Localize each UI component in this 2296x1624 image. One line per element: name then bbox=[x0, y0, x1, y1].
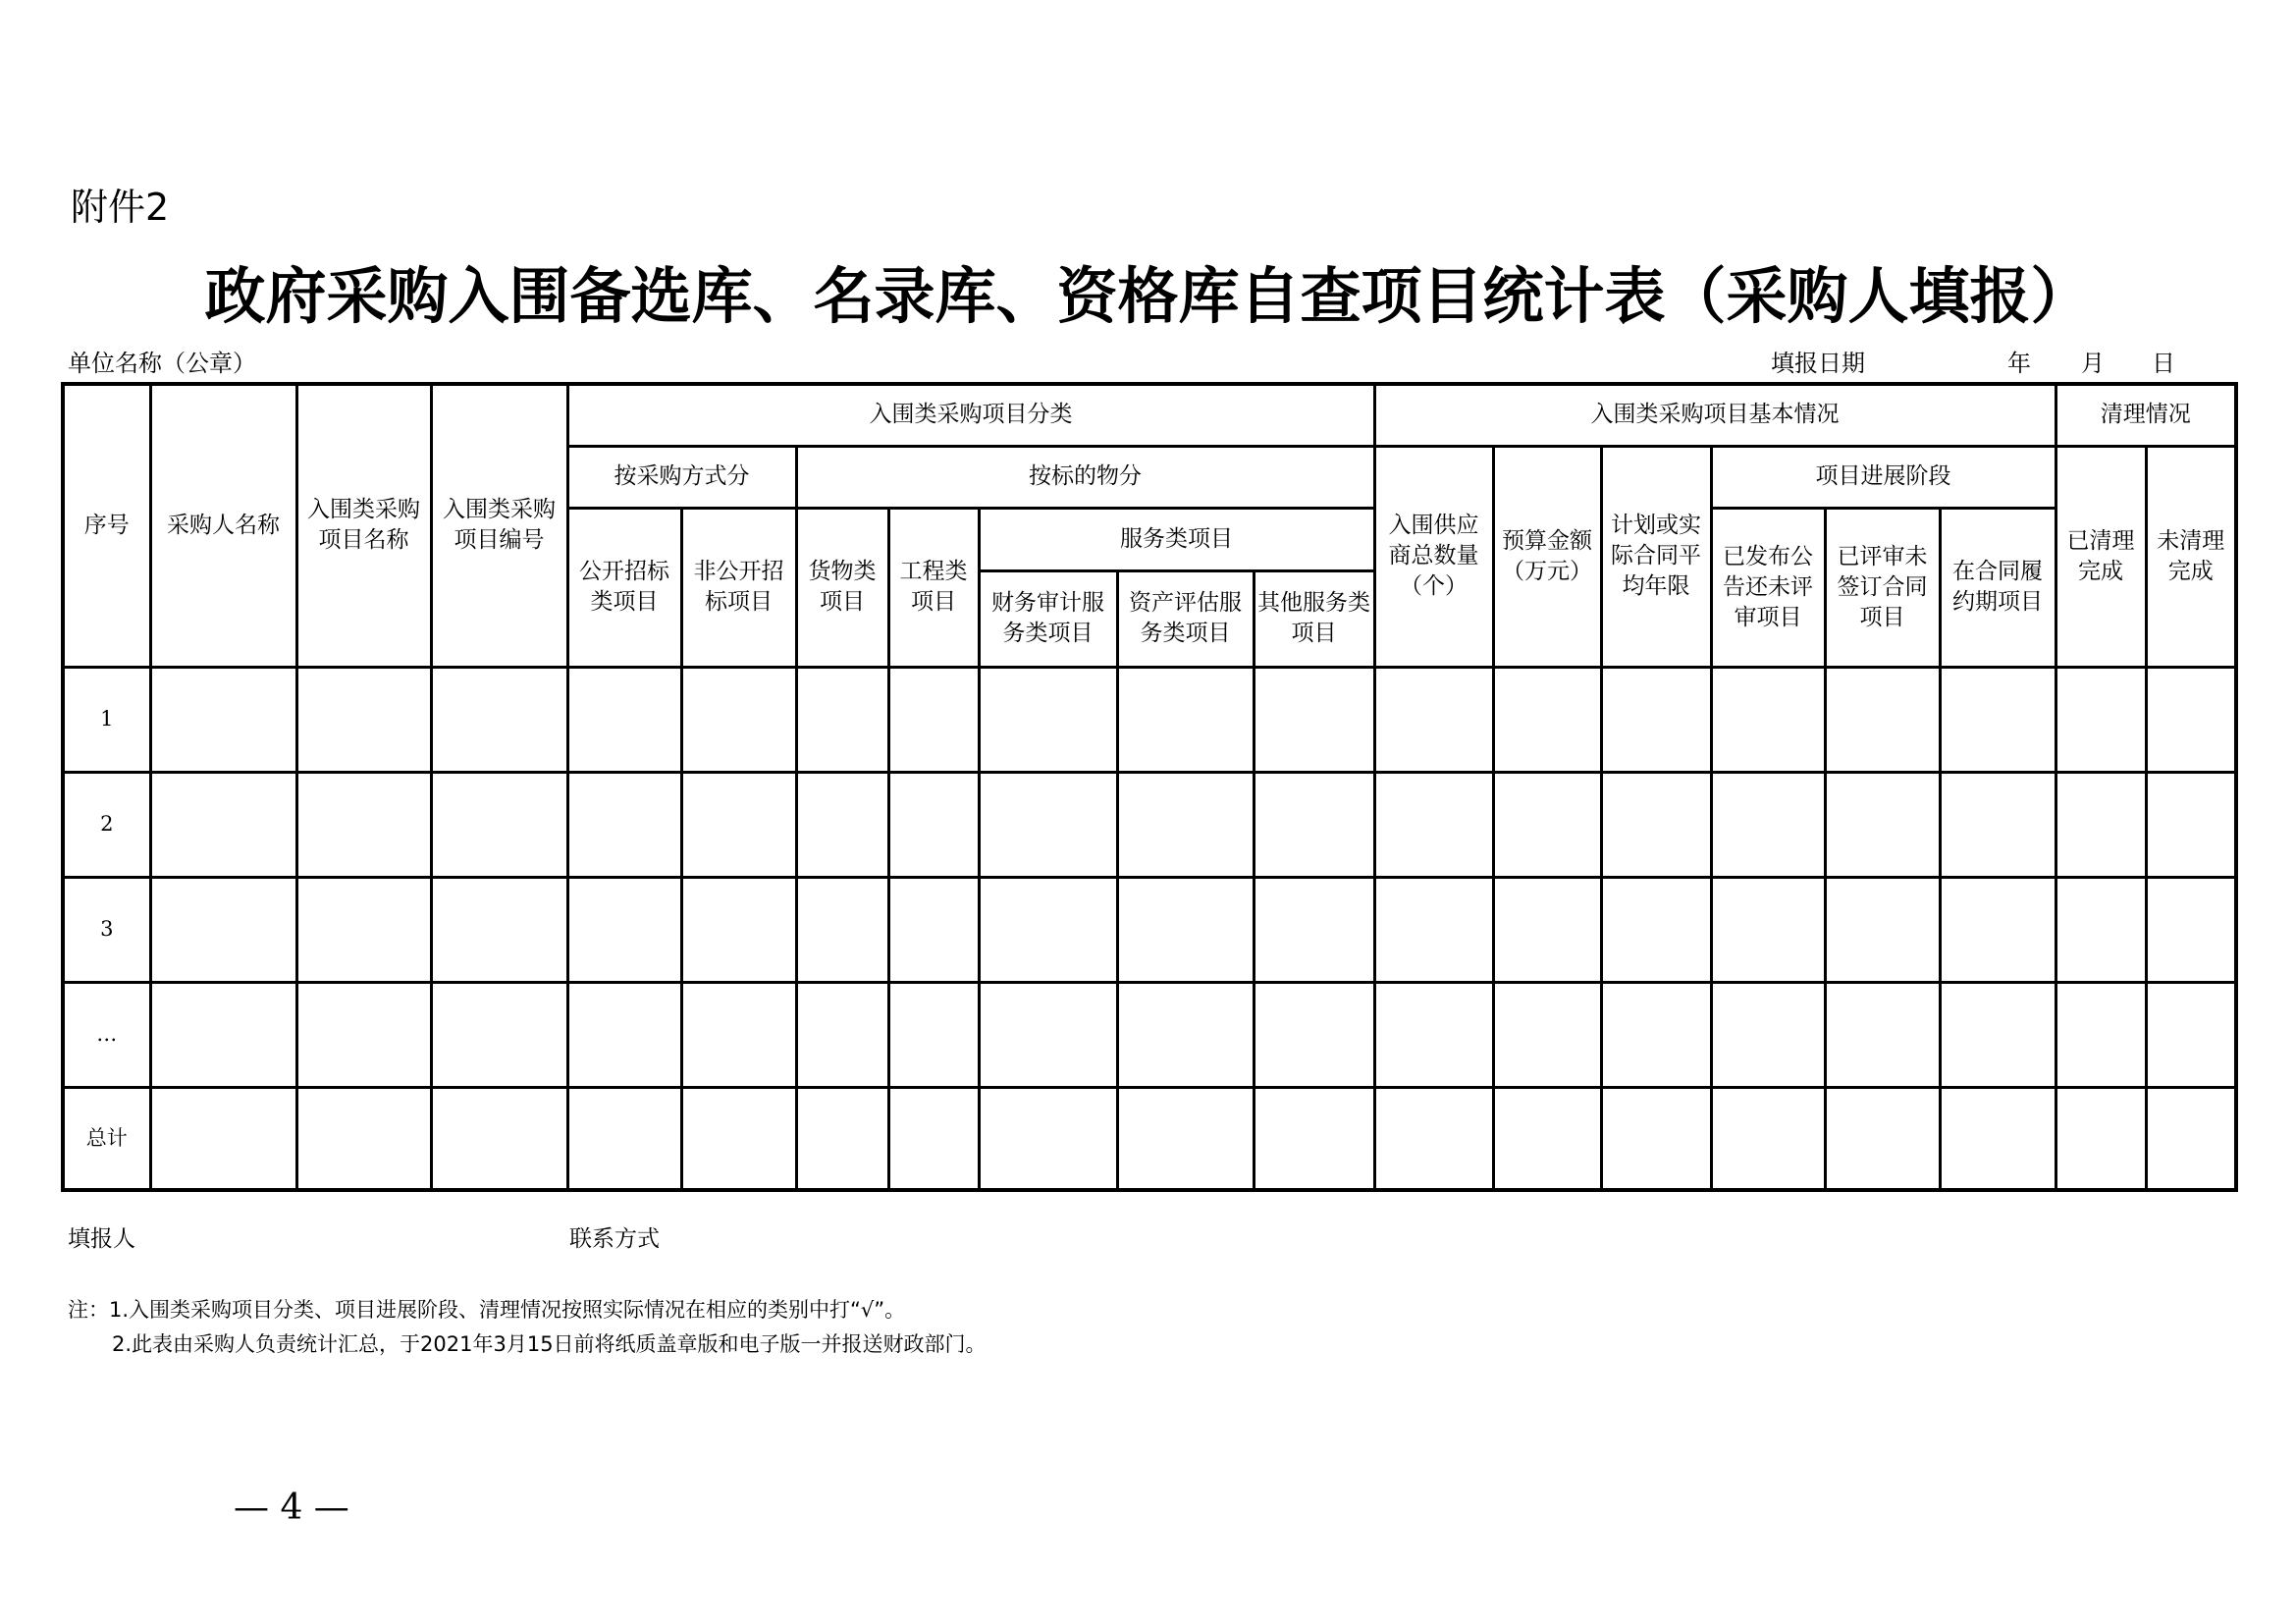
table-cell[interactable] bbox=[681, 772, 796, 877]
header-asset: 资产评估服务类项目 bbox=[1117, 570, 1254, 667]
table-cell[interactable] bbox=[979, 877, 1117, 982]
table-cell[interactable] bbox=[1254, 1087, 1374, 1190]
table-cell[interactable] bbox=[796, 982, 888, 1087]
header-services: 服务类项目 bbox=[979, 508, 1374, 570]
table-cell[interactable] bbox=[1940, 982, 2056, 1087]
table-cell[interactable] bbox=[888, 667, 979, 772]
row-label: 3 bbox=[63, 877, 150, 982]
table-cell[interactable] bbox=[681, 877, 796, 982]
table-cell[interactable] bbox=[888, 877, 979, 982]
table-cell[interactable] bbox=[888, 982, 979, 1087]
note-2: 2.此表由采购人负责统计汇总，于2021年3月15日前将纸质盖章版和电子版一并报送财政部门。 bbox=[112, 1332, 987, 1356]
header-other: 其他服务类项目 bbox=[1254, 570, 1374, 667]
table-cell[interactable] bbox=[431, 772, 567, 877]
table-cell[interactable] bbox=[150, 772, 296, 877]
page-title: 政府采购入围备选库、名录库、资格库自查项目统计表（采购人填报） bbox=[204, 260, 2092, 332]
header-buyer: 采购人名称 bbox=[150, 384, 296, 667]
table-cell[interactable] bbox=[1601, 667, 1711, 772]
table-cell[interactable] bbox=[1825, 982, 1940, 1087]
date-label: 填报日期 bbox=[1771, 350, 1865, 377]
table-cell[interactable] bbox=[1711, 1087, 1825, 1190]
statistics-table bbox=[61, 382, 2238, 1192]
table-cell[interactable] bbox=[1711, 877, 1825, 982]
page-number: — 4 — bbox=[234, 1488, 349, 1528]
table-cell[interactable] bbox=[1825, 772, 1940, 877]
table-cell[interactable] bbox=[2056, 667, 2146, 772]
table-cell[interactable] bbox=[1254, 772, 1374, 877]
header-reviewed: 已评审未签订合同项目 bbox=[1825, 508, 1940, 667]
contact-label: 联系方式 bbox=[569, 1226, 660, 1252]
table-cell[interactable] bbox=[431, 1087, 567, 1190]
table-cell[interactable] bbox=[431, 982, 567, 1087]
table-cell[interactable] bbox=[1117, 1087, 1254, 1190]
table-cell[interactable] bbox=[979, 667, 1117, 772]
table-cell[interactable] bbox=[681, 667, 796, 772]
table-cell[interactable] bbox=[1374, 1087, 1493, 1190]
table-cell[interactable] bbox=[1940, 1087, 2056, 1190]
row-label: … bbox=[63, 982, 150, 1087]
table-cell[interactable] bbox=[1493, 667, 1601, 772]
table-cell[interactable] bbox=[296, 1087, 431, 1190]
table-cell[interactable] bbox=[2056, 982, 2146, 1087]
table-cell[interactable] bbox=[2056, 1087, 2146, 1190]
header-by-method: 按采购方式分 bbox=[567, 446, 796, 508]
filler-label: 填报人 bbox=[68, 1226, 135, 1252]
table-cell[interactable] bbox=[1493, 1087, 1601, 1190]
attachment-label: 附件2 bbox=[71, 186, 170, 229]
unit-name-label: 单位名称（公章） bbox=[68, 350, 256, 377]
row-label: 2 bbox=[63, 772, 150, 877]
table-cell[interactable] bbox=[567, 877, 681, 982]
table-cell[interactable] bbox=[1493, 877, 1601, 982]
table-cell[interactable] bbox=[1601, 772, 1711, 877]
table-cell[interactable] bbox=[888, 772, 979, 877]
table-cell[interactable] bbox=[1601, 877, 1711, 982]
table-cell[interactable] bbox=[888, 1087, 979, 1190]
table-cell[interactable] bbox=[1711, 772, 1825, 877]
header-cleaned: 已清理完成 bbox=[2056, 446, 2146, 667]
table-cell[interactable] bbox=[1254, 982, 1374, 1087]
table-cell[interactable] bbox=[796, 667, 888, 772]
table-cell[interactable] bbox=[2146, 982, 2236, 1087]
table-cell[interactable] bbox=[1254, 667, 1374, 772]
table-cell[interactable] bbox=[2056, 772, 2146, 877]
header-suppliers: 入围供应商总数量（个） bbox=[1374, 446, 1493, 667]
header-non-open-tender: 非公开招标项目 bbox=[681, 508, 796, 667]
table-cell[interactable] bbox=[567, 772, 681, 877]
table-cell[interactable] bbox=[1374, 667, 1493, 772]
table-cell[interactable] bbox=[431, 667, 567, 772]
header-stage: 项目进展阶段 bbox=[1711, 446, 2056, 508]
table-cell[interactable] bbox=[1940, 667, 2056, 772]
table-cell[interactable] bbox=[1374, 982, 1493, 1087]
table-cell[interactable] bbox=[681, 1087, 796, 1190]
table-cell[interactable] bbox=[796, 772, 888, 877]
header-audit: 财务审计服务类项目 bbox=[979, 570, 1117, 667]
header-cleanup: 清理情况 bbox=[2056, 384, 2236, 446]
table-cell[interactable] bbox=[1493, 772, 1601, 877]
table-cell[interactable] bbox=[296, 772, 431, 877]
table-cell[interactable] bbox=[1374, 877, 1493, 982]
table-cell[interactable] bbox=[1117, 877, 1254, 982]
table-cell[interactable] bbox=[296, 667, 431, 772]
table-cell[interactable] bbox=[1601, 1087, 1711, 1190]
table-cell[interactable] bbox=[796, 1087, 888, 1190]
header-by-subject: 按标的物分 bbox=[796, 446, 1374, 508]
table-cell[interactable] bbox=[150, 667, 296, 772]
table-cell[interactable] bbox=[567, 1087, 681, 1190]
table-cell[interactable] bbox=[681, 982, 796, 1087]
table-cell[interactable] bbox=[1711, 667, 1825, 772]
table-cell[interactable] bbox=[431, 877, 567, 982]
header-budget: 预算金额（万元） bbox=[1493, 446, 1601, 667]
header-seq: 序号 bbox=[63, 384, 150, 667]
header-open-tender: 公开招标类项目 bbox=[567, 508, 681, 667]
table-cell[interactable] bbox=[1117, 667, 1254, 772]
table-cell[interactable] bbox=[296, 982, 431, 1087]
table-cell[interactable] bbox=[1254, 877, 1374, 982]
table-row bbox=[63, 877, 2236, 982]
table-cell[interactable] bbox=[979, 772, 1117, 877]
table-cell[interactable] bbox=[1493, 982, 1601, 1087]
day-label: 日 bbox=[2152, 350, 2175, 377]
table-cell[interactable] bbox=[2146, 772, 2236, 877]
row-label: 总计 bbox=[63, 1087, 150, 1190]
table-cell[interactable] bbox=[2146, 877, 2236, 982]
header-project-number: 入围类采购项目编号 bbox=[431, 384, 567, 667]
table-cell[interactable] bbox=[1117, 982, 1254, 1087]
table-cell[interactable] bbox=[1374, 772, 1493, 877]
header-classification: 入围类采购项目分类 bbox=[567, 384, 1374, 446]
table-cell[interactable] bbox=[567, 667, 681, 772]
header-project-name: 入围类采购项目名称 bbox=[296, 384, 431, 667]
header-not-cleaned: 未清理完成 bbox=[2146, 446, 2236, 667]
header-works: 工程类项目 bbox=[888, 508, 979, 667]
table-cell[interactable] bbox=[2146, 1087, 2236, 1190]
header-goods: 货物类项目 bbox=[796, 508, 888, 667]
table-cell[interactable] bbox=[1940, 772, 2056, 877]
year-label: 年 bbox=[2007, 350, 2031, 377]
table-cell[interactable] bbox=[150, 982, 296, 1087]
table-row bbox=[63, 772, 2236, 877]
row-label: 1 bbox=[63, 667, 150, 772]
table-cell[interactable] bbox=[567, 982, 681, 1087]
header-performing: 在合同履约期项目 bbox=[1940, 508, 2056, 667]
table-cell[interactable] bbox=[1825, 667, 1940, 772]
table-cell[interactable] bbox=[296, 877, 431, 982]
table-cell[interactable] bbox=[150, 1087, 296, 1190]
note-1: 注：1.入围类采购项目分类、项目进展阶段、清理情况按照实际情况在相应的类别中打“√”。 bbox=[68, 1298, 906, 1322]
table-cell[interactable] bbox=[2056, 877, 2146, 982]
header-term: 计划或实际合同平均年限 bbox=[1601, 446, 1711, 667]
header-basic-info: 入围类采购项目基本情况 bbox=[1374, 384, 2056, 446]
table-row bbox=[63, 1087, 2236, 1190]
table-cell[interactable] bbox=[979, 1087, 1117, 1190]
table-cell[interactable] bbox=[979, 982, 1117, 1087]
table-cell[interactable] bbox=[1825, 1087, 1940, 1190]
header-published: 已发布公告还未评审项目 bbox=[1711, 508, 1825, 667]
month-label: 月 bbox=[2081, 350, 2105, 377]
table-cell[interactable] bbox=[2146, 667, 2236, 772]
table-cell[interactable] bbox=[1601, 982, 1711, 1087]
table-cell[interactable] bbox=[796, 877, 888, 982]
table-cell[interactable] bbox=[1711, 982, 1825, 1087]
table-cell[interactable] bbox=[1117, 772, 1254, 877]
table-cell[interactable] bbox=[1940, 877, 2056, 982]
table-row bbox=[63, 982, 2236, 1087]
table-cell[interactable] bbox=[1825, 877, 1940, 982]
table-row bbox=[63, 667, 2236, 772]
table-cell[interactable] bbox=[150, 877, 296, 982]
